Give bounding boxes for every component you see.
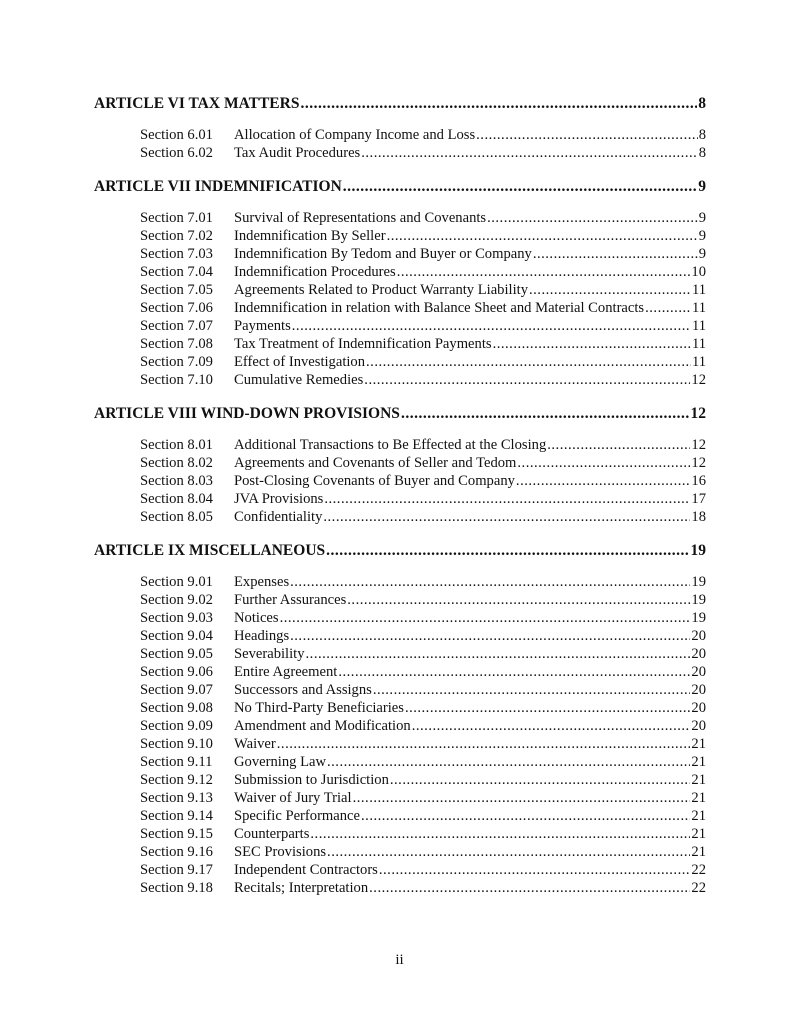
toc-article <box>94 540 706 897</box>
dot-leader <box>361 144 697 162</box>
table-of-contents <box>94 93 706 911</box>
section-number: Section 7.04 <box>140 264 213 280</box>
section-title: Confidentiality <box>234 509 323 525</box>
dot-leader <box>343 176 697 198</box>
section-title: Waiver <box>234 736 276 752</box>
section-title: Payments <box>234 318 291 334</box>
dot-leader <box>476 126 698 144</box>
section-page-number: 21 <box>691 754 706 770</box>
section-number: Section 8.05 <box>140 509 213 525</box>
article-title: ARTICLE VII INDEMNIFICATION <box>94 178 342 195</box>
dot-leader <box>290 627 690 645</box>
dot-leader <box>292 317 691 335</box>
toc-section-entry[interactable] <box>140 573 706 591</box>
section-page-number: 19 <box>691 574 706 590</box>
article-page-number: 9 <box>698 178 706 195</box>
toc-article <box>94 93 706 162</box>
section-number: Section 8.04 <box>140 491 213 507</box>
toc-section-entry[interactable] <box>140 371 706 389</box>
section-title: Allocation of Company Income and Loss <box>234 127 476 143</box>
toc-section-entry[interactable] <box>140 508 706 526</box>
section-number: Section 9.15 <box>140 826 213 842</box>
section-page-number: 21 <box>691 772 706 788</box>
section-page-number: 20 <box>691 646 706 662</box>
section-page-number: 10 <box>691 264 706 280</box>
toc-section-entry[interactable] <box>140 663 706 681</box>
section-title: SEC Provisions <box>234 844 327 860</box>
section-number: Section 7.03 <box>140 246 213 262</box>
toc-section-entry[interactable] <box>140 735 706 753</box>
toc-section-entry[interactable] <box>140 609 706 627</box>
dot-leader <box>353 789 691 807</box>
dot-leader <box>327 753 690 771</box>
section-title: Indemnification Procedures <box>234 264 396 280</box>
toc-section-entry[interactable] <box>140 144 706 162</box>
toc-section-entry[interactable] <box>140 681 706 699</box>
section-number: Section 9.07 <box>140 682 213 698</box>
section-title: Amendment and Modification <box>234 718 411 734</box>
section-title: Survival of Representations and Covenants <box>234 210 487 226</box>
dot-leader <box>280 609 691 627</box>
section-page-number: 19 <box>691 610 706 626</box>
toc-section-entry[interactable] <box>140 807 706 825</box>
section-title: Severability <box>234 646 305 662</box>
article-page-number: 8 <box>698 95 706 112</box>
section-title: Specific Performance <box>234 808 361 824</box>
toc-article-heading[interactable] <box>94 403 706 425</box>
dot-leader <box>547 436 690 454</box>
toc-section-entry[interactable] <box>140 843 706 861</box>
article-title: ARTICLE VI TAX MATTERS <box>94 95 300 112</box>
toc-section-entry[interactable] <box>140 717 706 735</box>
dot-leader <box>517 454 690 472</box>
toc-section-entry[interactable] <box>140 789 706 807</box>
toc-section-entry[interactable] <box>140 353 706 371</box>
article-page-number: 12 <box>690 405 706 422</box>
section-title: Tax Treatment of Indemnification Payments <box>234 336 492 352</box>
section-list <box>94 209 706 389</box>
section-title: Effect of Investigation <box>234 354 366 370</box>
section-title: Waiver of Jury Trial <box>234 790 352 806</box>
section-number: Section 8.01 <box>140 437 213 453</box>
dot-leader <box>487 209 698 227</box>
section-title: Governing Law <box>234 754 326 770</box>
dot-leader <box>401 403 690 425</box>
dot-leader <box>397 263 691 281</box>
section-page-number: 21 <box>691 790 706 806</box>
dot-leader <box>529 281 691 299</box>
toc-section-entry[interactable] <box>140 753 706 771</box>
dot-leader <box>390 771 691 789</box>
toc-section-entry[interactable] <box>140 281 706 299</box>
section-page-number: 11 <box>691 300 706 316</box>
section-page-number: 18 <box>691 509 706 525</box>
toc-section-entry[interactable] <box>140 454 706 472</box>
dot-leader <box>387 227 698 245</box>
dot-leader <box>326 540 689 562</box>
dot-leader <box>310 825 690 843</box>
section-page-number: 11 <box>691 282 706 298</box>
section-page-number: 21 <box>691 808 706 824</box>
section-title: No Third-Party Beneficiaries <box>234 700 404 716</box>
section-title: Agreements Related to Product Warranty Liability <box>234 282 528 298</box>
section-number: Section 9.04 <box>140 628 213 644</box>
section-title: Tax Audit Procedures <box>234 145 361 161</box>
section-number: Section 9.14 <box>140 808 213 824</box>
section-number: Section 9.16 <box>140 844 213 860</box>
toc-article-heading[interactable] <box>94 93 706 115</box>
dot-leader <box>327 843 690 861</box>
dot-leader <box>379 861 691 879</box>
toc-section-entry[interactable] <box>140 699 706 717</box>
section-page-number: 22 <box>691 880 706 896</box>
section-page-number: 8 <box>698 127 706 143</box>
section-title: Independent Contractors <box>234 862 378 878</box>
toc-section-entry[interactable] <box>140 861 706 879</box>
section-number: Section 7.08 <box>140 336 213 352</box>
toc-section-entry[interactable] <box>140 245 706 263</box>
toc-section-entry[interactable] <box>140 209 706 227</box>
toc-section-entry[interactable] <box>140 472 706 490</box>
section-number: Section 6.02 <box>140 145 213 161</box>
dot-leader <box>277 735 691 753</box>
section-title: JVA Provisions <box>234 491 324 507</box>
dot-leader <box>338 663 690 681</box>
section-number: Section 7.07 <box>140 318 213 334</box>
toc-section-entry[interactable] <box>140 825 706 843</box>
section-number: Section 6.01 <box>140 127 213 143</box>
section-page-number: 11 <box>691 336 706 352</box>
dot-leader <box>493 335 691 353</box>
section-page-number: 22 <box>691 862 706 878</box>
section-number: Section 8.03 <box>140 473 213 489</box>
section-page-number: 20 <box>691 664 706 680</box>
section-page-number: 16 <box>691 473 706 489</box>
section-title: Post-Closing Covenants of Buyer and Company <box>234 473 515 489</box>
dot-leader <box>369 879 690 897</box>
toc-section-entry[interactable] <box>140 490 706 508</box>
section-title: Headings <box>234 628 290 644</box>
section-number: Section 7.02 <box>140 228 213 244</box>
section-title: Notices <box>234 610 279 626</box>
toc-article-heading[interactable] <box>94 176 706 198</box>
section-number: Section 9.11 <box>140 754 213 770</box>
section-list <box>94 126 706 162</box>
section-title: Successors and Assigns <box>234 682 372 698</box>
section-number: Section 9.13 <box>140 790 213 806</box>
toc-article-heading[interactable] <box>94 540 706 562</box>
section-title: Further Assurances <box>234 592 347 608</box>
section-number: Section 9.01 <box>140 574 213 590</box>
toc-article <box>94 403 706 526</box>
dot-leader <box>645 299 691 317</box>
section-title: Recitals; Interpretation <box>234 880 369 896</box>
toc-article <box>94 176 706 389</box>
section-number: Section 9.03 <box>140 610 213 626</box>
section-number: Section 9.17 <box>140 862 213 878</box>
section-number: Section 9.10 <box>140 736 213 752</box>
section-page-number: 20 <box>691 718 706 734</box>
section-page-number: 9 <box>698 246 706 262</box>
section-title: Agreements and Covenants of Seller and Tedom <box>234 455 517 471</box>
section-title: Submission to Jurisdiction <box>234 772 389 788</box>
section-page-number: 20 <box>691 700 706 716</box>
section-page-number: 12 <box>691 372 706 388</box>
toc-section-entry[interactable] <box>140 227 706 245</box>
section-number: Section 9.18 <box>140 880 213 896</box>
section-title: Indemnification in relation with Balance Sheet and Material Contracts <box>234 300 645 316</box>
section-title: Expenses <box>234 574 290 590</box>
toc-section-entry[interactable] <box>140 645 706 663</box>
section-page-number: 11 <box>691 318 706 334</box>
toc-section-entry[interactable] <box>140 771 706 789</box>
section-title: Cumulative Remedies <box>234 372 364 388</box>
section-page-number: 21 <box>691 736 706 752</box>
dot-leader <box>364 371 690 389</box>
dot-leader <box>366 353 691 371</box>
toc-section-entry[interactable] <box>140 436 706 454</box>
page-number: ii <box>395 952 404 968</box>
dot-leader <box>405 699 690 717</box>
toc-section-entry[interactable] <box>140 299 706 317</box>
section-number: Section 9.12 <box>140 772 213 788</box>
section-page-number: 17 <box>691 491 706 507</box>
section-number: Section 7.05 <box>140 282 213 298</box>
section-page-number: 9 <box>698 228 706 244</box>
section-title: Indemnification By Seller <box>234 228 386 244</box>
section-number: Section 8.02 <box>140 455 213 471</box>
toc-section-entry[interactable] <box>140 627 706 645</box>
section-page-number: 8 <box>698 145 706 161</box>
dot-leader <box>324 490 690 508</box>
section-title: Entire Agreement <box>234 664 338 680</box>
dot-leader <box>373 681 691 699</box>
dot-leader <box>516 472 690 490</box>
article-page-number: 19 <box>690 542 706 559</box>
section-page-number: 19 <box>691 592 706 608</box>
section-list <box>94 573 706 897</box>
dot-leader <box>300 93 697 115</box>
dot-leader <box>306 645 691 663</box>
section-number: Section 9.06 <box>140 664 213 680</box>
section-number: Section 9.05 <box>140 646 213 662</box>
toc-section-entry[interactable] <box>140 591 706 609</box>
dot-leader <box>323 508 690 526</box>
section-page-number: 12 <box>691 437 706 453</box>
section-page-number: 21 <box>691 844 706 860</box>
article-title: ARTICLE IX MISCELLANEOUS <box>94 542 326 559</box>
section-page-number: 9 <box>698 210 706 226</box>
section-title: Indemnification By Tedom and Buyer or Company <box>234 246 532 262</box>
section-page-number: 12 <box>691 455 706 471</box>
dot-leader <box>347 591 690 609</box>
section-number: Section 9.08 <box>140 700 213 716</box>
toc-section-entry[interactable] <box>140 335 706 353</box>
article-title: ARTICLE VIII WIND-DOWN PROVISIONS <box>94 405 400 422</box>
section-title: Additional Transactions to Be Effected at the Closing <box>234 437 547 453</box>
section-page-number: 21 <box>691 826 706 842</box>
dot-leader <box>412 717 691 735</box>
section-number: Section 9.09 <box>140 718 213 734</box>
toc-section-entry[interactable] <box>140 317 706 335</box>
section-number: Section 7.06 <box>140 300 213 316</box>
dot-leader <box>533 245 698 263</box>
dot-leader <box>290 573 690 591</box>
section-page-number: 11 <box>691 354 706 370</box>
toc-section-entry[interactable] <box>140 879 706 897</box>
dot-leader <box>361 807 690 825</box>
section-number: Section 9.02 <box>140 592 213 608</box>
section-number: Section 7.10 <box>140 372 213 388</box>
section-list <box>94 436 706 526</box>
section-page-number: 20 <box>691 628 706 644</box>
section-title: Counterparts <box>234 826 310 842</box>
section-number: Section 7.01 <box>140 210 213 226</box>
section-page-number: 20 <box>691 682 706 698</box>
toc-section-entry[interactable] <box>140 126 706 144</box>
section-number: Section 7.09 <box>140 354 213 370</box>
toc-section-entry[interactable] <box>140 263 706 281</box>
